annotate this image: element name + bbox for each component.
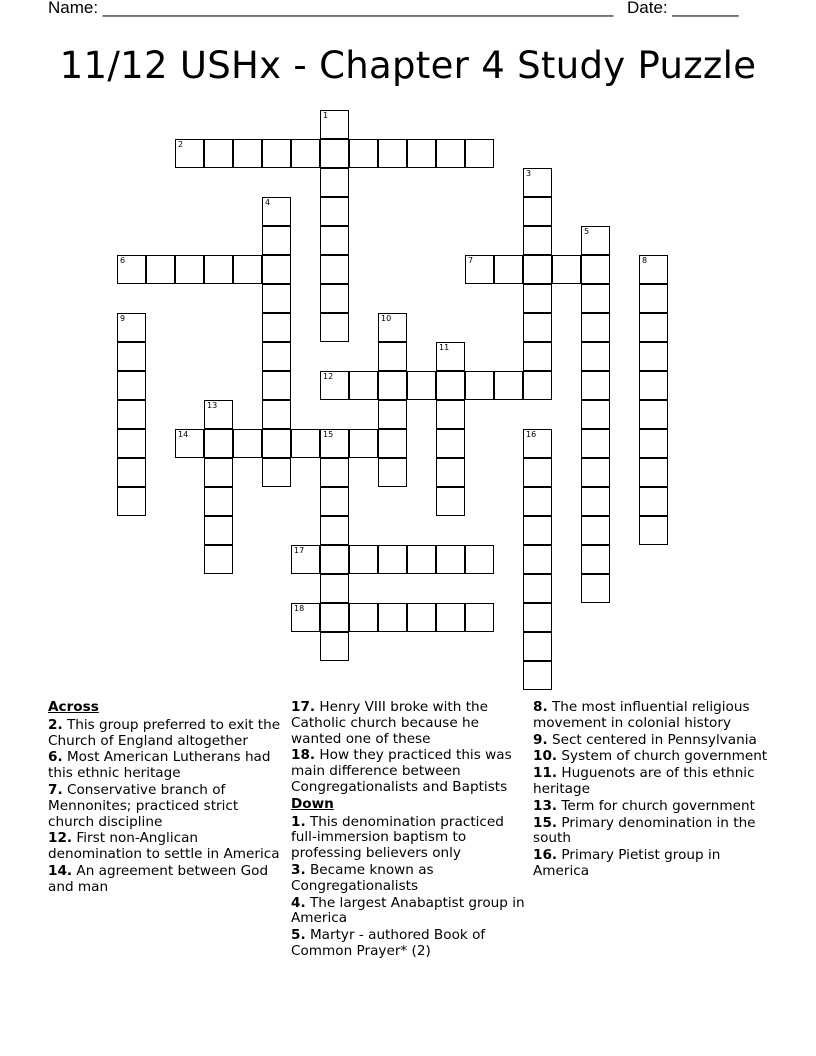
clue-number: 12 [323,372,334,381]
clue-number: 4 [265,198,271,207]
grid-cell[interactable] [639,255,668,284]
clue-number: 9 [120,314,126,323]
clue-down-15: 15. Primary denomination in the south [533,814,756,847]
grid-cell[interactable] [465,255,494,284]
grid-cell[interactable] [378,313,407,342]
grid-cell[interactable] [262,400,291,429]
grid-cell[interactable] [117,487,146,516]
grid-cell[interactable] [320,632,349,661]
grid-cell[interactable] [407,545,436,574]
grid-cell[interactable] [291,545,320,574]
grid-cell[interactable] [262,226,291,255]
grid-cell[interactable] [639,487,668,516]
grid-cell[interactable] [291,603,320,632]
grid-cell[interactable] [320,139,349,168]
grid-cell[interactable] [117,255,146,284]
clues-column-1 [48,700,284,897]
grid-cell[interactable] [320,197,349,226]
clue-number: 6 [120,256,126,265]
grid-cell[interactable] [523,429,552,458]
grid-cell[interactable] [204,545,233,574]
clue-down-9: 9. Sect centered in Pennsylvania [533,731,757,748]
grid-cell[interactable] [639,284,668,313]
clue-number: 7 [468,256,474,265]
grid-cell[interactable] [378,400,407,429]
clue-number: 17 [294,546,305,555]
grid-cell[interactable] [523,197,552,226]
grid-cell[interactable] [204,458,233,487]
grid-cell[interactable] [436,371,465,400]
clue-number: 1 [323,111,329,120]
grid-cell[interactable] [436,545,465,574]
clues-column-3 [533,700,769,881]
grid-cell[interactable] [407,139,436,168]
clue-down-1: 1. This denomination practiced full-immersion baptism to professing believers only [291,813,504,862]
grid-cell[interactable] [465,603,494,632]
grid-cell[interactable] [262,139,291,168]
grid-cell[interactable] [349,603,378,632]
clue-across-2: 2. This group preferred to exit the Church of England altogether [48,716,281,749]
grid-cell[interactable] [639,342,668,371]
grid-cell[interactable] [349,545,378,574]
grid-cell[interactable] [523,487,552,516]
grid-cell[interactable] [581,255,610,284]
grid-cell[interactable] [349,139,378,168]
grid-cell[interactable] [523,632,552,661]
clue-across-6: 6. Most American Lutherans had this ethnic heritage [48,749,271,782]
grid-cell[interactable] [320,371,349,400]
grid-cell[interactable] [262,313,291,342]
grid-cell[interactable] [639,516,668,545]
grid-cell[interactable] [581,574,610,603]
name-line: Name: ______________________________________________________ [48,0,614,17]
grid-cell[interactable] [523,168,552,197]
grid-cell[interactable] [523,661,552,690]
grid-cell[interactable] [117,400,146,429]
clue-number: 13 [207,401,218,410]
across-heading: Across [48,699,99,715]
grid-cell[interactable] [523,545,552,574]
grid-cell[interactable] [349,429,378,458]
grid-cell[interactable] [407,603,436,632]
clue-number: 2 [178,140,184,149]
grid-cell[interactable] [175,429,204,458]
grid-cell[interactable] [320,284,349,313]
clue-down-3: 3. Became known as Congregationalists [291,861,434,894]
grid-cell[interactable] [117,313,146,342]
grid-cell[interactable] [320,545,349,574]
grid-cell[interactable] [262,255,291,284]
clue-down-16: 16. Primary Pietist group in America [533,847,721,879]
down-heading: Down [291,795,334,812]
grid-cell[interactable] [523,371,552,400]
clue-across-7: 7. Conservative branch of Mennonites; practiced strict church discipline [48,781,239,830]
grid-cell[interactable] [436,139,465,168]
grid-cell[interactable] [320,168,349,197]
grid-cell[interactable] [320,313,349,342]
grid-cell[interactable] [436,429,465,458]
grid-cell[interactable] [233,429,262,458]
grid-cell[interactable] [581,458,610,487]
clue-number: 8 [642,256,648,265]
grid-cell[interactable] [378,545,407,574]
grid-cell[interactable] [291,429,320,458]
grid-cell[interactable] [581,429,610,458]
grid-cell[interactable] [407,371,436,400]
grid-cell[interactable] [639,458,668,487]
grid-cell[interactable] [378,371,407,400]
grid-cell[interactable] [639,371,668,400]
grid-cell[interactable] [436,603,465,632]
grid-cell[interactable] [581,516,610,545]
grid-cell[interactable] [581,545,610,574]
grid-cell[interactable] [465,139,494,168]
clue-number: 14 [178,430,189,439]
grid-cell[interactable] [320,458,349,487]
grid-cell[interactable] [262,284,291,313]
grid-cell[interactable] [262,371,291,400]
clue-down-5: 5. Martyr - authored Book of Common Prayer* (2) [291,927,486,959]
clue-across-12: 12. First non-Anglican denomination to settle in America [48,830,280,863]
clue-across-18: 18. How they practiced this was main difference between Congregationalists and Baptists [291,747,512,795]
puzzle-title: 11/12 USHx - Chapter 4 Study Puzzle [59,44,757,87]
clues-column-2 [291,700,527,961]
grid-cell[interactable] [581,342,610,371]
clue-number: 5 [584,227,590,236]
grid-cell[interactable] [523,574,552,603]
grid-cell[interactable] [175,255,204,284]
grid-cell[interactable] [117,429,146,458]
date-line: Date: _______ [627,0,739,17]
grid-cell[interactable] [320,574,349,603]
grid-cell[interactable] [204,487,233,516]
grid-cell[interactable] [581,284,610,313]
clue-across-17: 17. Henry VIII broke with the Catholic church because he wanted one of these [291,699,489,747]
grid-cell[interactable] [233,139,262,168]
clue-down-10: 10. System of church government [533,748,768,765]
grid-cell[interactable] [523,342,552,371]
grid-cell[interactable] [523,313,552,342]
grid-cell[interactable] [146,255,175,284]
clue-number: 3 [526,169,532,178]
grid-cell[interactable] [204,400,233,429]
grid-cell[interactable] [581,371,610,400]
grid-cell[interactable] [494,371,523,400]
grid-cell[interactable] [523,516,552,545]
clue-down-4: 4. The largest Anabaptist group in America [291,894,525,927]
grid-cell[interactable] [378,429,407,458]
grid-cell[interactable] [465,545,494,574]
grid-cell[interactable] [581,313,610,342]
grid-cell[interactable] [262,197,291,226]
grid-cell[interactable] [320,110,349,139]
clue-down-11: 11. Huguenots are of this ethnic heritage [533,765,755,797]
grid-cell[interactable] [262,342,291,371]
grid-cell[interactable] [204,255,233,284]
grid-cell[interactable] [639,313,668,342]
grid-cell[interactable] [262,429,291,458]
grid-cell[interactable] [581,226,610,255]
grid-cell[interactable] [378,139,407,168]
grid-cell[interactable] [233,255,262,284]
grid-cell[interactable] [436,458,465,487]
grid-cell[interactable] [117,342,146,371]
grid-cell[interactable] [204,429,233,458]
grid-cell[interactable] [436,487,465,516]
grid-cell[interactable] [320,516,349,545]
grid-cell[interactable] [117,458,146,487]
clue-number: 11 [439,343,450,352]
grid-cell[interactable] [494,255,523,284]
grid-cell[interactable] [523,284,552,313]
grid-cell[interactable] [320,226,349,255]
grid-cell[interactable] [349,371,378,400]
grid-cell[interactable] [523,458,552,487]
grid-cell[interactable] [320,429,349,458]
clue-number: 15 [323,430,334,439]
grid-cell[interactable] [639,400,668,429]
grid-cell[interactable] [436,400,465,429]
clue-across-14: 14. An agreement between God and man [48,862,269,895]
grid-cell[interactable] [175,139,204,168]
grid-cell[interactable] [320,487,349,516]
grid-cell[interactable] [320,603,349,632]
grid-cell[interactable] [320,255,349,284]
clue-number: 16 [526,430,537,439]
grid-cell[interactable] [204,516,233,545]
grid-cell[interactable] [204,139,233,168]
grid-cell[interactable] [581,400,610,429]
clue-number: 10 [381,314,392,323]
grid-cell[interactable] [436,342,465,371]
grid-cell[interactable] [378,342,407,371]
clue-number: 18 [294,604,305,613]
grid-cell[interactable] [523,603,552,632]
grid-cell[interactable] [291,139,320,168]
grid-cell[interactable] [262,458,291,487]
grid-cell[interactable] [465,371,494,400]
clue-down-13: 13. Term for church government [533,797,755,814]
grid-cell[interactable] [581,487,610,516]
grid-cell[interactable] [117,371,146,400]
grid-cell[interactable] [552,255,581,284]
clue-down-8: 8. The most influential religious movement in colonial history [533,699,750,731]
grid-cell[interactable] [378,458,407,487]
grid-cell[interactable] [523,226,552,255]
grid-cell[interactable] [378,603,407,632]
grid-cell[interactable] [639,429,668,458]
grid-cell[interactable] [523,255,552,284]
